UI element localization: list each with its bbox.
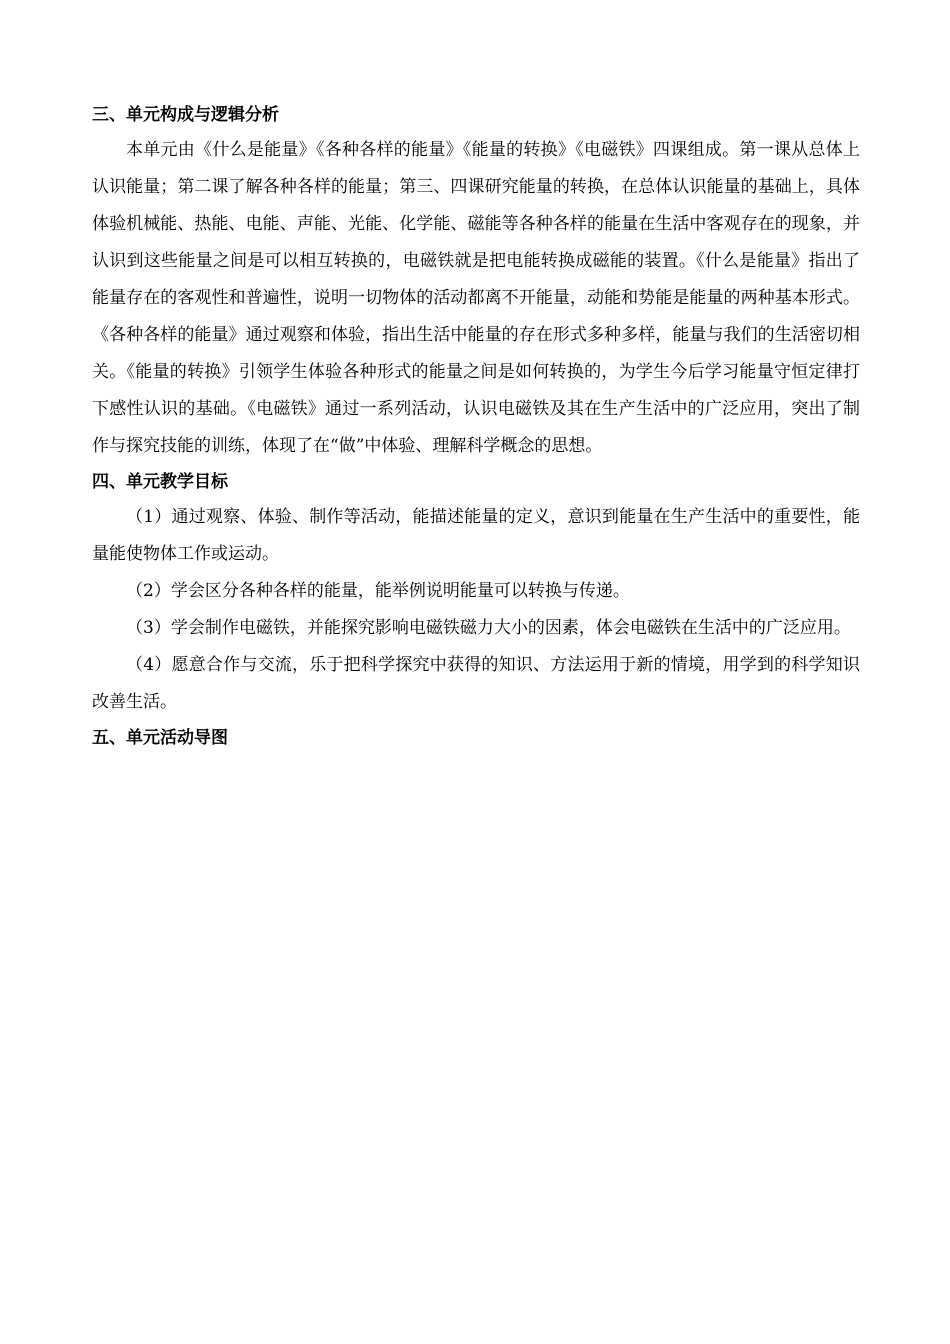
section-heading-teaching-goals: 四、单元教学目标 bbox=[92, 472, 228, 492]
teaching-goal-4: （4）愿意合作与交流，乐于把科学探究中获得的知识、方法运用于新的情境，用学到的科学知识改善生活。 bbox=[92, 655, 860, 712]
section-heading-unit-structure: 三、单元构成与逻辑分析 bbox=[92, 105, 279, 125]
teaching-goal-1: （1）通过观察、体验、制作等活动，能描述能量的定义，意识到能量在生产生活中的重要性，能量能使物体工作或运动。 bbox=[92, 507, 860, 564]
document-page bbox=[92, 98, 860, 755]
section-heading-activity-map: 五、单元活动导图 bbox=[92, 728, 228, 748]
teaching-goal-3: （3）学会制作电磁铁，并能探究影响电磁铁磁力大小的因素，体会电磁铁在生活中的广泛应用。 bbox=[126, 618, 851, 638]
unit-structure-paragraph: 本单元由《什么是能量》《各种各样的能量》《能量的转换》《电磁铁》四课组成。第一课从总体上认识能量；第二课了解各种各样的能量；第三、四课研究能量的转换，在总体认识能量的基础上，具体体验机械能、热能、电能、声能、光能、化学能、磁能等各种各样的能量在生活中客观存在的现象，并认识到这些能量之间是可以相互转换的，电磁铁就是把电能转换成磁能的装置。《什么是能量》指出了能量存在的客观性和普遍性，说明一切物体的活动都离不开能量，动能和势能是能量的两种基本形式。《各种各样的能量》通过观察和体验，指出生活中能量的存在形式多种多样，能量与我们的生活密切相关。《能量的转换》引领学生体验各种形式的能量之间是如何转换的，为学生今后学习能量守恒定律打下感性认识的基础。《电磁铁》通过一系列活动，认识电磁铁及其在生产生活中的广泛应用，突出了制作与探究技能的训练，体现了在“做”中体验、理解科学概念的思想。 bbox=[92, 140, 860, 456]
teaching-goal-2: （2）学会区分各种各样的能量，能举例说明能量可以转换与传递。 bbox=[126, 581, 630, 601]
